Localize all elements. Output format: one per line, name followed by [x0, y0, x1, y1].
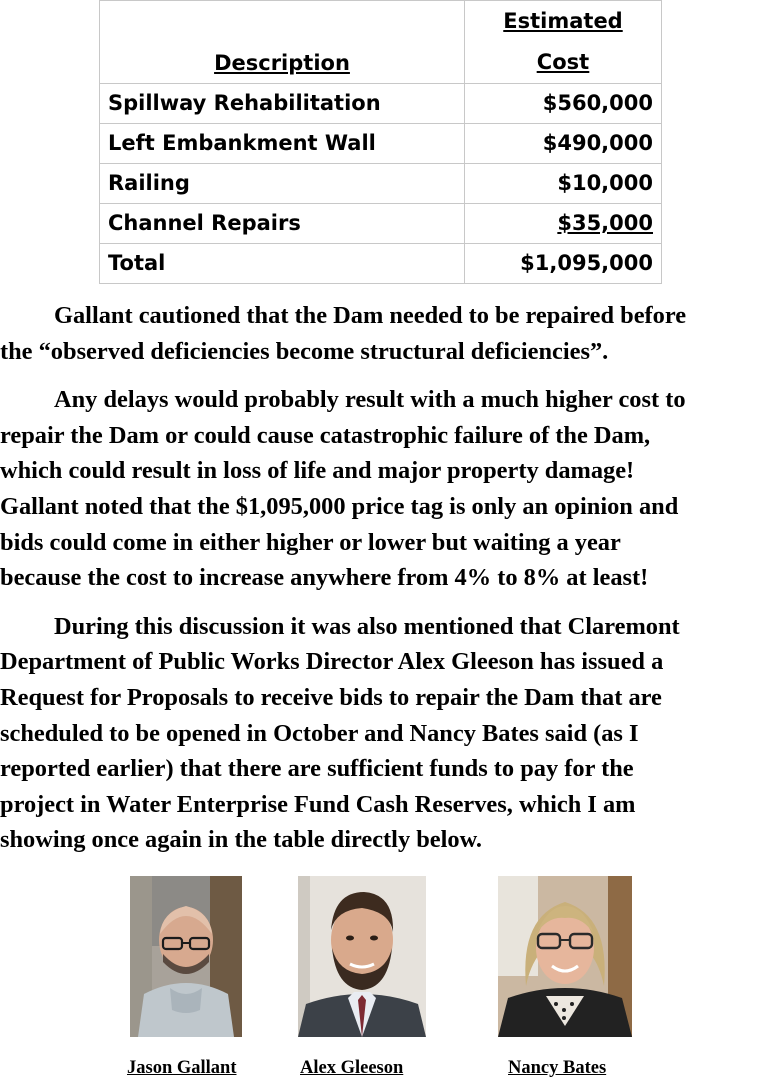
- person-nancy-bates: [498, 876, 632, 1078]
- article-paragraph-2: Any delays would probably result with a much higher cost to repair the Dam or could cause catastrophic failure of the Dam, which could result in loss of life and major property damage! Gallant noted that the $1,095,000 price tag is only an opinion and bids could come in either higher or lower but waiting a year because the cost to increase anywhere from 4% to 8% at least!: [0, 386, 686, 592]
- estimated-cost-table: [99, 0, 662, 284]
- portrait-photo: [298, 876, 426, 1037]
- portrait-photo: [498, 876, 632, 1037]
- table-row: [100, 204, 662, 244]
- photo-row: [0, 876, 759, 1080]
- table-row: [100, 124, 662, 164]
- article-paragraph-1: Gallant cautioned that the Dam needed to be repaired before the “observed deficiencies become structural deficiencies”.: [0, 302, 687, 365]
- row-cost: $10,000: [465, 164, 662, 204]
- row-description: Spillway Rehabilitation: [100, 84, 465, 124]
- row-cost: $560,000: [465, 84, 662, 124]
- total-cost: $1,095,000: [465, 244, 662, 284]
- caption-alex-gleeson: Alex Gleeson: [300, 1058, 404, 1078]
- estimated-cost-header: [465, 1, 662, 84]
- person-alex-gleeson: [298, 876, 426, 1078]
- row-description: Left Embankment Wall: [100, 124, 465, 164]
- total-label: Total: [100, 244, 465, 284]
- row-description: Channel Repairs: [100, 204, 465, 244]
- caption-nancy-bates: Nancy Bates: [508, 1058, 607, 1078]
- caption-jason-gallant: Jason Gallant: [127, 1058, 237, 1078]
- person-jason-gallant: [127, 876, 242, 1078]
- row-description: Railing: [100, 164, 465, 204]
- row-cost-underlined: $35,000: [557, 211, 653, 235]
- portrait-photo: [130, 876, 242, 1037]
- table-row: [100, 164, 662, 204]
- table-total-row: [100, 244, 662, 284]
- table-header-row: [100, 1, 662, 84]
- article-paragraph-3: During this discussion it was also mentioned that Claremont Department of Public Works Director Alex Gleeson has issued a Request for Proposals to receive bids to repair the Dam that are scheduled to be opened in October and Nancy Bates said (as I reported earlier) that there are sufficient funds to pay for the project in Water Enterprise Fund Cash Reserves, which I am showing once again in the table directly below.: [0, 612, 680, 854]
- table-row: [100, 84, 662, 124]
- row-cost: $490,000: [465, 124, 662, 164]
- article-body: [0, 298, 759, 871]
- estimated-header-line2: Cost: [536, 50, 590, 74]
- description-header: Description: [100, 1, 465, 84]
- row-cost: [465, 204, 662, 244]
- estimated-header-line1: Estimated: [503, 9, 623, 33]
